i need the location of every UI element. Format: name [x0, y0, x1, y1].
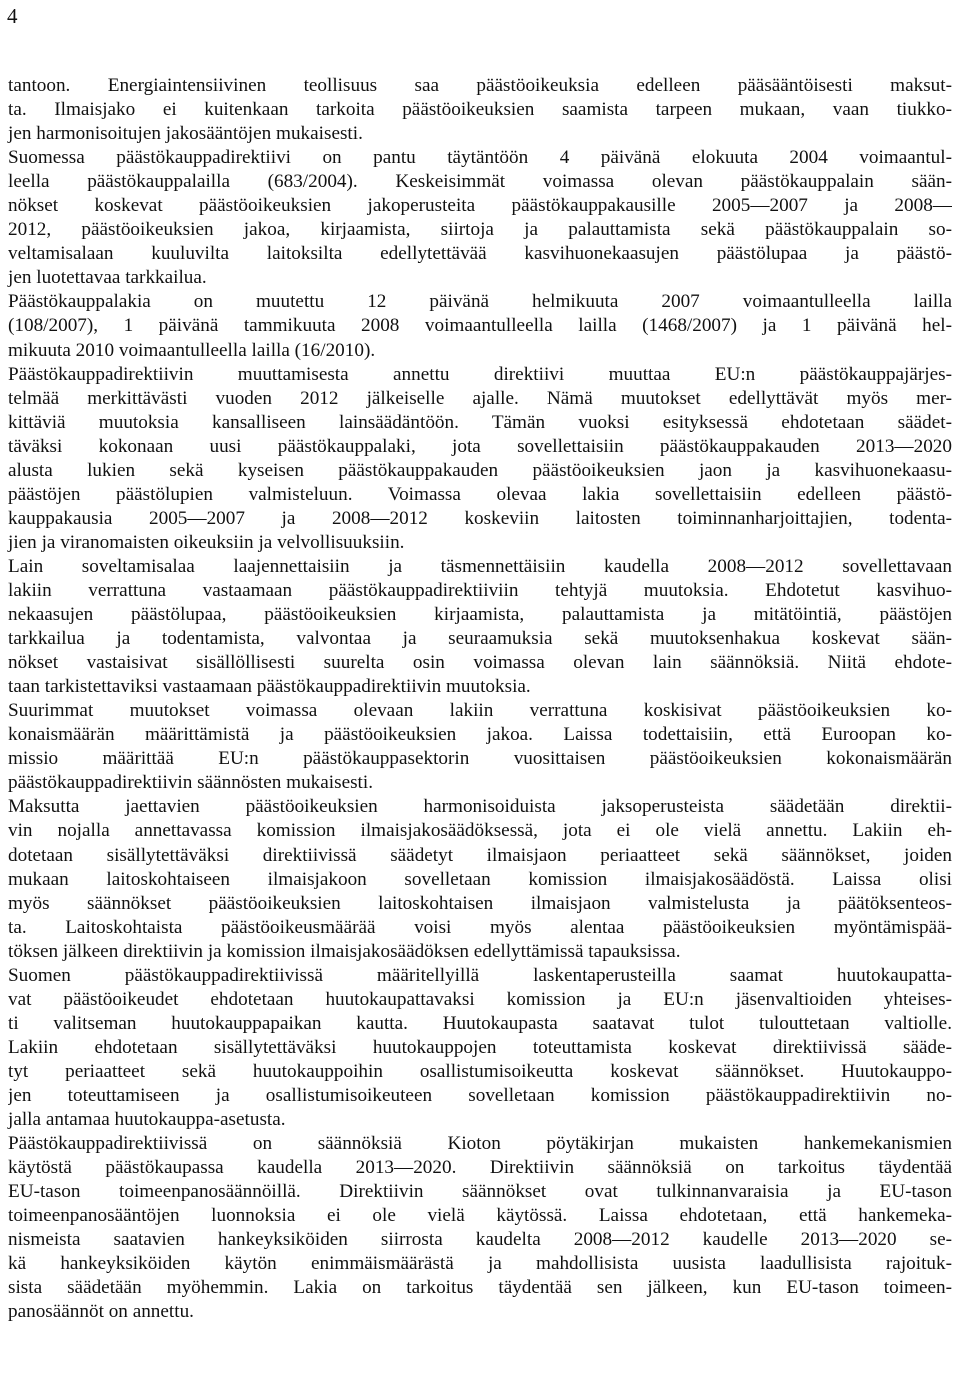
text-line: jen toteuttamiseen ja osallistumisoikeuteen sovelletaan komission päästökauppadirektiivin no- — [8, 1084, 952, 1106]
text-line: mikuuta 2010 voimaantulleella lailla (16/2010). — [8, 339, 376, 361]
document-body — [8, 74, 952, 1324]
text-line: Päästökauppadirektiivin muuttamisesta annettu direktiivi muuttaa EU:n päästökauppajärjes- — [8, 363, 952, 385]
text-line: alusta lukien sekä kyseisen päästökauppakauden päästöoikeuksien jaon ja kasvihuonekaasu- — [8, 459, 952, 481]
text-line: Suomessa päästökauppadirektiivi on pantu täytäntöön 4 päivänä elokuuta 2004 voimaantul- — [8, 147, 952, 169]
text-line: toimeenpanosääntöjen luonnoksia ei ole vielä käytössä. Laissa ehdotetaan, että hankemeka- — [8, 1205, 952, 1227]
text-line: Lakiin ehdotetaan sisällytettäväksi huutokauppojen toteuttamista koskevat direktiivissä sääde- — [8, 1036, 952, 1058]
text-line: veltamisalaan kuuluvilta laitoksilta edellytettävää kasvihuonekaasujen päästölupaa ja päästö- — [8, 243, 952, 265]
text-line: ta. Ilmaisjako ei kuitenkaan tarkoita päästöoikeuksien saamista tarpeen mukaan, vaan tiukko- — [8, 99, 952, 121]
text-line: nökset vastaisivat sisällöllisesti suurelta osin voimassa olevan lain säännöksiä. Niitä ehdote- — [8, 652, 952, 674]
text-line: EU-tason toimeenpanosäännöillä. Direktiivin säännökset ovat tulkinnanvaraisia ja EU-tason — [8, 1181, 952, 1203]
text-line: konaismäärän määrittämistä ja päästöoikeuksien jakoa. Laissa todettaisiin, että Euroopan ko- — [8, 724, 952, 746]
text-line: jen luotettavaa tarkkailua. — [8, 267, 207, 289]
text-line: leella päästökauppalailla (683/2004). Keskeisimmät voimassa olevan päästökauppalain sään- — [8, 171, 952, 193]
text-line: Suomen päästökauppadirektiivissä määritellyillä laskentaperusteilla saamat huutokaupatta- — [8, 964, 952, 986]
text-line: töksen jälkeen direktiivin ja komission ilmaisjakosäädöksen edellyttämissä tapauksissa. — [8, 940, 681, 962]
text-line: Päästökauppadirektiivissä on säännöksiä Kioton pöytäkirjan mukaisten hankemekanismien — [8, 1133, 952, 1155]
text-line: nismeista saatavien hankeyksiköiden siirrosta kaudelta 2008—2012 kaudelle 2013—2020 se- — [8, 1229, 952, 1251]
text-line: päästöjen päästölupien valmisteluun. Voimassa olevaa lakia sovellettaisiin edelleen päästö- — [8, 483, 952, 505]
text-line: dotetaan sisällytettäväksi direktiivissä säädetyt ilmaisjaon periaatteet sekä säännökset, joiden — [8, 844, 952, 866]
text-line: kauppakausia 2005—2007 ja 2008—2012 koskeviin laitosten toiminnanharjoittajien, todenta- — [8, 507, 952, 529]
text-line: sista säädetään myöhemmin. Lakia on tarkoitus täydentää sen jälkeen, kun EU-tason toimeen- — [8, 1277, 952, 1299]
text-line: päästökauppadirektiivin säännösten mukaisesti. — [8, 772, 374, 794]
text-line: mukaan laitoskohtaiseen ilmaisjakoon sovelletaan komission ilmaisjakosäädöstä. Laissa olisi — [8, 868, 952, 890]
text-line: käytöstä päästökaupassa kaudella 2013—2020. Direktiivin säännöksiä on tarkoitus täydentää — [8, 1157, 952, 1179]
text-line: vat päästöoikeudet ehdotetaan huutokaupattavaksi komission ja EU:n jäsenvaltioiden yhteises- — [8, 988, 952, 1010]
text-line: ta. Laitoskohtaista päästöoikeusmäärää voisi myös alentaa päästöoikeuksien myöntämispää- — [8, 916, 952, 938]
text-line: 2012, päästöoikeuksien jakoa, kirjaamista, siirtoja ja palauttamista sekä päästökauppalain so- — [8, 219, 952, 241]
text-line: täväksi kokonaan uusi päästökauppalaki, jota sovellettaisiin päästökauppakauden 2013—2020 — [8, 435, 952, 457]
text-line: tarkkailua ja todentamista, valvontaa ja seuraamuksia sekä muutoksenhakua koskevat sään- — [8, 628, 952, 650]
text-line: jien ja viranomaisten oikeuksiin ja velvollisuuksiin. — [8, 531, 405, 553]
text-line: jen harmonisoitujen jakosääntöjen mukaisesti. — [8, 123, 363, 145]
text-line: missio määrittää EU:n päästökauppasektorin vuosittaisen päästöoikeuksien kokonaismäärän — [8, 748, 952, 770]
text-line: Suurimmat muutokset voimassa olevaan lakiin verrattuna koskisivat päästöoikeuksien ko- — [8, 700, 952, 722]
text-line: panosäännöt on annettu. — [8, 1301, 194, 1323]
text-line: tyt periaatteet sekä huutokauppoihin osallistumisoikeutta koskevat säännökset. Huutokauppo- — [8, 1060, 952, 1082]
text-line: ti valitseman huutokauppapaikan kautta. Huutokaupasta saatavat tulot tulouttetaan valtiolle. — [8, 1012, 952, 1034]
text-line: Päästökauppalakia on muutettu 12 päivänä helmikuuta 2007 voimaantulleella lailla — [8, 291, 952, 313]
text-line: tantoon. Energiaintensiivinen teollisuus saa päästöoikeuksia edelleen pääsääntöisesti maksut- — [8, 75, 952, 96]
text-line: telmää merkittävästi vuoden 2012 jälkeiselle ajalle. Nämä muutokset edellyttävät myös mer- — [8, 387, 952, 409]
text-line: vin nojalla annettavassa komission ilmaisjakosäädöksessä, jota ei ole vielä annettu. Lakiin eh- — [8, 820, 952, 842]
text-line: myös säännökset päästöoikeuksien laitoskohtaisen ilmaisjaon valmistelusta ja päätöksenteos- — [8, 892, 952, 914]
text-line: nekaasujen päästölupaa, päästöoikeuksien kirjaamista, palauttamista ja mitätöintiä, päästöjen — [8, 604, 952, 626]
text-line: kä hankeyksiköiden käytön enimmäismäärästä ja mahdollisista uusista laadullisista rajoituk- — [8, 1253, 952, 1275]
text-line: jalla antamaa huutokauppa-asetusta. — [8, 1109, 286, 1131]
text-line: lakiin verrattuna vastaamaan päästökauppadirektiiviin tehtyjä muutoksia. Ehdotetut kasvihuo- — [8, 579, 952, 601]
page-number: 4 — [7, 4, 18, 28]
text-line: nökset koskevat päästöoikeuksien jakoperusteita päästökauppakausille 2005—2007 ja 2008— — [8, 195, 952, 217]
text-line: taan tarkistettaviksi vastaamaan päästökauppadirektiivin muutoksia. — [8, 676, 531, 698]
text-line: (108/2007), 1 päivänä tammikuuta 2008 voimaantulleella lailla (1468/2007) ja 1 päivänä hel- — [8, 315, 952, 337]
text-line: kittäviä muutoksia kansalliseen lainsäädäntöön. Tämän vuoksi esityksessä ehdotetaan säädet- — [8, 411, 952, 433]
text-line: Lain soveltamisalaa laajennettaisiin ja täsmennettäisiin kaudella 2008—2012 sovellettavaan — [8, 555, 952, 577]
text-line: Maksutta jaettavien päästöoikeuksien harmonisoiduista jaksoperusteista säädetään direktii- — [8, 796, 952, 818]
